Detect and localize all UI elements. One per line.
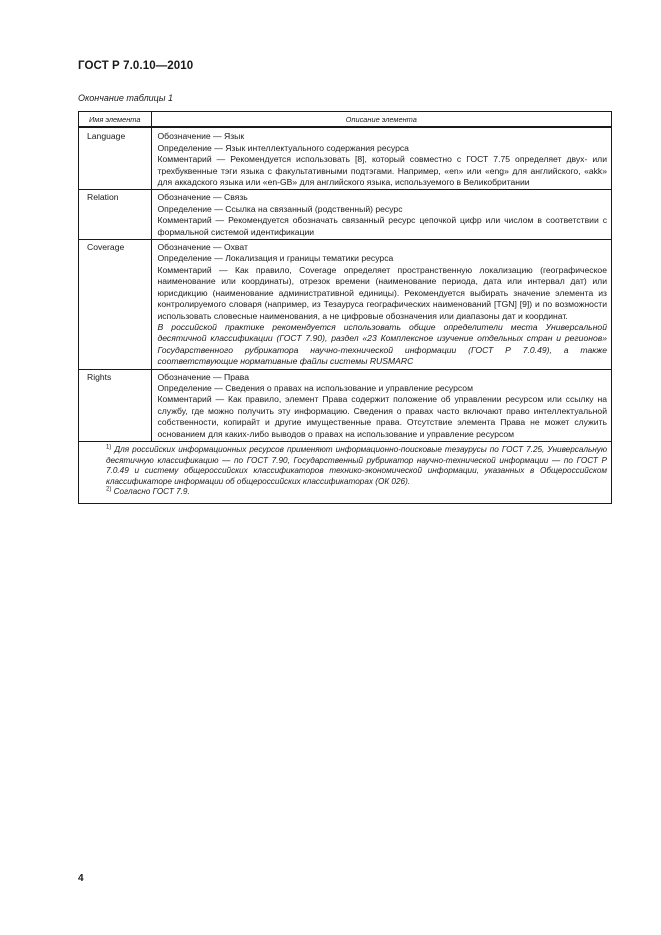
page-number: 4 [78, 873, 84, 884]
table-row [79, 240, 611, 369]
russian-practice-note: В российской практике рекомендуется использовать общие определители места Универсальной десятичной классификации (ГОСТ 7.90), раздел «23 Комплексное изучение отдельных стран и регионов» Государственного рубрикатора научно-технической информации (ГОСТ Р 7.0.49), а также соответствующие нормативные файлы системы RUSMARC [157, 321, 607, 367]
comment-line: Комментарий — Рекомендуется использовать [8], который совместно с ГОСТ 7.75 определяет двух- или трехбуквенные тэги языка с факультативными подтэгами. Например, «en» или «eng» для английского, «akk» для аккадского языка или «en-GB» для английского языка, используемого в Великобритании [157, 154, 607, 188]
column-header-element-description: Описание элемента [151, 112, 611, 127]
column-header-element-name: Имя элемента [79, 112, 151, 127]
footnote [86, 487, 607, 498]
element-name: Language [79, 127, 151, 190]
element-description [151, 127, 611, 190]
table-row [79, 369, 611, 441]
metadata-table [78, 111, 612, 504]
table-caption: Окончание таблицы 1 [78, 93, 173, 103]
definition-line: Определение — Локализация и границы тематики ресурса [157, 253, 394, 264]
footnote [86, 445, 607, 487]
footnote-text: Согласно ГОСТ 7.9. [113, 487, 190, 497]
definition-line: Определение — Сведения о правах на использование и управление ресурсом [157, 382, 473, 393]
table-footnotes [79, 441, 611, 502]
comment-line: Комментарий — Как правило, элемент Права содержит положение об управлении ресурсом или ссылку на службу, где можно получить эту информацию. Сведения о правах часто включают право интеллектуальной собственности, копирайт и другие имущественные права. Отсутствие элемента Права не может служить основанием для каких-либо выводов о правах на использование и управление ресурсом [157, 394, 607, 439]
definition-line: Определение — Ссылка на связанный (родственный) ресурс [157, 203, 403, 214]
designation-line: Обозначение — Права [157, 371, 250, 382]
element-name: Coverage [79, 240, 151, 369]
definition-line: Определение — Язык интеллектуального содержания ресурса [157, 142, 409, 153]
document-code: ГОСТ Р 7.0.10—2010 [78, 60, 194, 72]
footnote-mark: 1) [106, 444, 112, 451]
element-name: Rights [79, 369, 151, 441]
footnote-text: Для российских информационных ресурсов применяют информационно-поисковые тезаурусы по ГОСТ 7.25, Универсальную десятичную классификацию — по ГОСТ 7.90, Государственный рубрикатор научно-технической информации — по ГОСТ Р 7.0.49 и систему общероссийских классификаторов технико-экономической информации, указанных в Общероссийском классификаторе информации об общероссийских классификаторах (ОК 026). [106, 444, 608, 486]
footnotes-row [79, 441, 611, 502]
designation-line: Обозначение — Охват [157, 242, 248, 253]
footnote-mark: 2) [106, 486, 112, 493]
element-description [151, 240, 611, 369]
comment-line: Комментарий — Рекомендуется обозначать связанный ресурс цепочкой цифр или числом в соответствии с формальной системой идентификации [157, 215, 607, 237]
comment-line: Комментарий — Как правило, Coverage определяет пространственную локализацию (географическое наименование или координаты), отрезок времени (наименование периода, дата или интервал дат) или юрисдикцию (наименование административной единицы). Рекомендуется выбирать значение элемента из контролируемого словаря (например, из Тезауруса географических наименований [TGN] [9]) и по возможности использовать словесные наименования, а не цифровые обозначения или диапазоны дат и координат. [157, 264, 607, 321]
element-description [151, 190, 611, 240]
designation-line: Обозначение — Язык [157, 131, 245, 142]
table-row [79, 190, 611, 240]
element-name: Relation [79, 190, 151, 240]
designation-line: Обозначение — Связь [157, 192, 248, 203]
element-description [151, 369, 611, 441]
table-row [79, 127, 611, 190]
